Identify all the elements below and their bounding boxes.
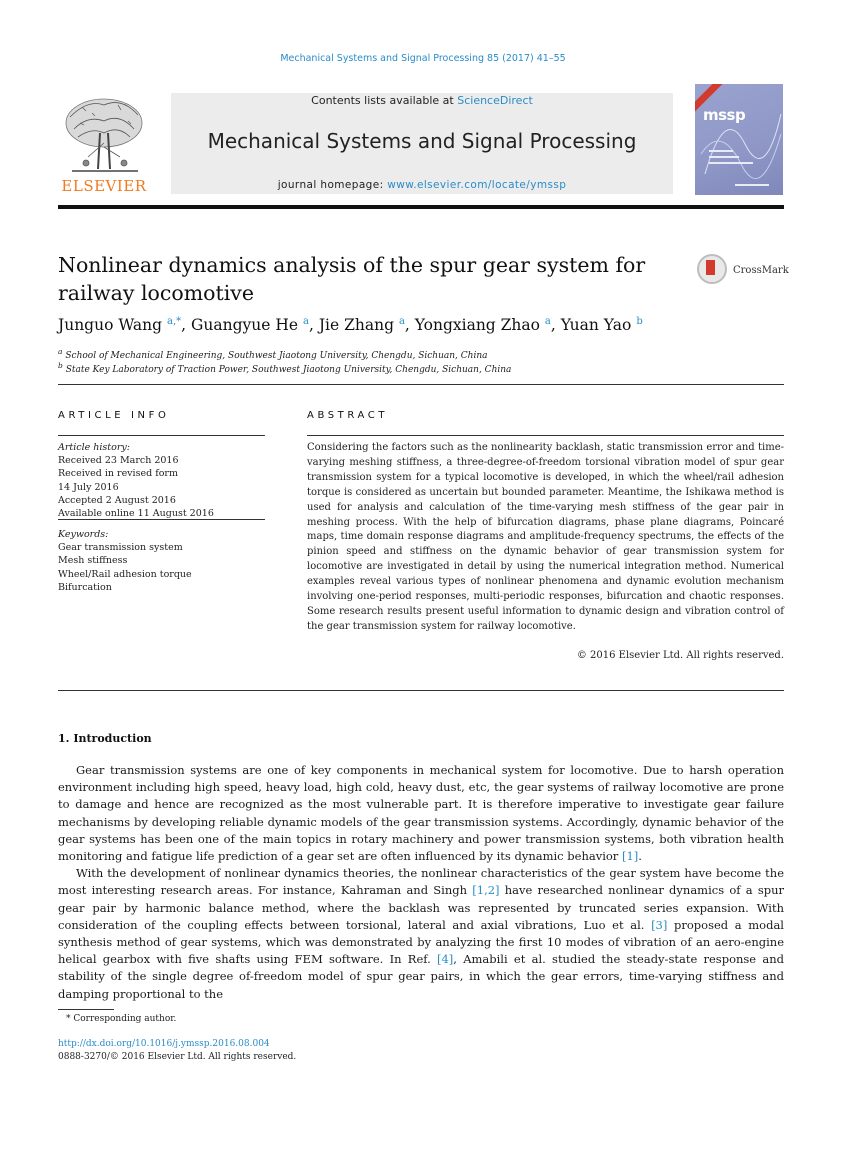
- keyword: Mesh stiffness: [58, 555, 128, 567]
- history-item: Accepted 2 August 2016: [58, 494, 176, 506]
- paragraph: [58, 762, 784, 865]
- cover-title: mssp: [703, 106, 746, 124]
- affiliation-sup: a: [58, 347, 63, 356]
- affiliation-text: State Key Laboratory of Traction Power, Southwest Jiaotong University, Chengdu, Sichuan, China: [65, 365, 512, 375]
- affiliation-text: School of Mechanical Engineering, Southwest Jiaotong University, Chengdu, Sichuan, China: [65, 351, 488, 361]
- author-name[interactable]: Yongxiang Zhao: [414, 316, 540, 335]
- paragraph-text: .: [638, 849, 642, 864]
- paragraph-text: , Amabili et al. studied the steady-state response and stability of the single degree of-freedom model of spur gear pairs, in which the gear errors, time-varying stiffness and damping proportional to the: [58, 952, 784, 1001]
- contents-prefix: Contents lists available at: [311, 94, 458, 107]
- contents-line: [171, 94, 673, 107]
- author-name[interactable]: Yuan Yao: [560, 316, 632, 335]
- journal-banner: [171, 93, 673, 194]
- paragraph-text: Gear transmission systems are one of key components in mechanical system for locomotive. Due to harsh operation environment including high speed, heavy load, high cold, heavy dust, etc, the gear systems of railway locomotive are prone to damage and hence are recognized as the most vulnerable part. It is therefore imperative to investigate gear failure mechanisms by developing reliable dynamic models of the gear transmission systems. Accordingly, dynamic behavior of the gear systems has been one of the main topics in rotary machinery and power transmission systems, both vibration health monitoring and fatigue life prediction of a gear set are often influenced by its dynamic behavior: [58, 763, 784, 864]
- keyword: Bifurcation: [58, 581, 112, 593]
- issn-line: 0888-3270/© 2016 Elsevier Ltd. All rights reserved.: [58, 1052, 297, 1062]
- article-info-heading: ARTICLE INFO: [58, 410, 170, 421]
- info-rule: [58, 435, 265, 436]
- affiliation-b: [58, 361, 511, 375]
- section-rule: [58, 384, 784, 385]
- citation-link[interactable]: [4]: [437, 952, 454, 967]
- article-history: [58, 441, 268, 520]
- author-affil-sup[interactable]: b: [636, 316, 643, 327]
- footnote-rule: [58, 1009, 114, 1010]
- crossmark-bookmark-icon: [706, 260, 715, 275]
- homepage-prefix: journal homepage:: [277, 179, 388, 191]
- crossmark-label: CrossMark: [733, 265, 789, 276]
- doi-link[interactable]: http://dx.doi.org/10.1016/j.ymssp.2016.08.004: [58, 1039, 270, 1049]
- cover-wave-graphic: [695, 84, 783, 195]
- history-item: Received in revised form: [58, 468, 178, 480]
- keywords: [58, 528, 268, 594]
- author-affil-sup[interactable]: a: [544, 316, 551, 327]
- history-item: 14 July 2016: [58, 481, 119, 493]
- paragraph-text: With the development of nonlinear dynamics theories, the nonlinear characteristics of the gear system have become the most interesting research areas. For instance, Kahraman and Singh: [58, 866, 784, 898]
- homepage-line: [171, 179, 673, 191]
- cover-text-line: [735, 184, 769, 186]
- author-name[interactable]: Junguo Wang: [58, 316, 163, 335]
- history-label: Article history:: [58, 442, 130, 453]
- cover-text-line: [709, 162, 753, 164]
- crossmark-badge[interactable]: [697, 254, 787, 288]
- paragraph-text: proposed a modal synthesis method of gear systems, which was demonstrated by analyzing the first 10 modes of vibration of an aero-engine helical gearbox with five shafts using FEM software. In Ref.: [58, 917, 784, 967]
- elsevier-wordmark: ELSEVIER: [61, 177, 147, 195]
- history-item: Received 23 March 2016: [58, 455, 179, 467]
- abstract-rule: [307, 435, 784, 436]
- paragraph-text: have researched nonlinear dynamics of a spur gear pair by harmonic balance method, where the backlash was represented by truncated series expansion. With consideration of the coupling effects between torsional, lateral and axial vibrations, Luo et al.: [58, 883, 784, 932]
- author-name[interactable]: Guangyue He: [191, 316, 299, 335]
- abstract-heading: ABSTRACT: [307, 410, 389, 421]
- cover-text-line: [709, 150, 733, 152]
- info-rule: [58, 519, 265, 520]
- author-affil-sup[interactable]: a: [303, 316, 309, 327]
- author-affil-sup[interactable]: a: [398, 316, 405, 327]
- body-text: [58, 762, 784, 1003]
- keyword: Wheel/Rail adhesion torque: [58, 568, 192, 580]
- history-item: Available online 11 August 2016: [58, 508, 214, 520]
- journal-homepage-link[interactable]: www.elsevier.com/locate/ymssp: [387, 179, 567, 191]
- abstract-text: Considering the factors such as the nonlinearity backlash, static transmission error and time-varying meshing stiffness, a three-degree-of-freedom torsional vibration model of spur gear transmission system for a typical locomotive is developed, in which the wheel/rail adhesion torque is considered as uncertain but bounded parameter. Meantime, the Ishikawa method is used for analysis and calculation of the time-varying mesh stiffness of the gear pair in meshing process. With the help of bifurcation diagrams, phase plane diagrams, Poincaré maps, time domain response diagrams and amplitude-frequency spectrums, the effects of the pinion speed and stiffness on the dynamic behavior of gear transmission system for locomotive are investigated in detail by using the numerical integration method. Numerical examples reveal various types of nonlinear phenomena and dynamic evolution mechanism involving one-period responses, multi-periodic responses, bifurcation and chaotic responses. Some research results present useful information to dynamic design and vibration control of the gear transmission system for railway locomotive.: [307, 442, 784, 632]
- affiliation-a: [58, 347, 488, 361]
- journal-cover-thumbnail[interactable]: [695, 84, 783, 195]
- sciencedirect-link[interactable]: ScienceDirect: [457, 94, 533, 107]
- citation-link[interactable]: [1,2]: [472, 883, 500, 898]
- keyword: Gear transmission system: [58, 542, 183, 554]
- author-affil-sup[interactable]: a,*: [167, 316, 182, 327]
- cover-text-line: [709, 156, 739, 158]
- paragraph: [58, 865, 784, 1003]
- affiliation-sup: b: [58, 361, 63, 370]
- header-rule: [58, 205, 784, 209]
- author-list: Junguo Wang $^{a,*}$, Guangyue He $^a$, Jie Zhang $^a$, Yongxiang Zhao $^a$, Yuan Yao $^b$: [58, 316, 643, 335]
- tree-icon: [58, 93, 150, 177]
- elsevier-logo[interactable]: [58, 93, 150, 195]
- corresponding-author-note: * Corresponding author.: [66, 1014, 177, 1024]
- section-heading: 1. Introduction: [58, 732, 152, 745]
- keywords-label: Keywords:: [58, 529, 109, 540]
- copyright-notice: © 2016 Elsevier Ltd. All rights reserved.: [576, 650, 784, 661]
- journal-title: Mechanical Systems and Signal Processing: [207, 129, 637, 153]
- author-name[interactable]: Jie Zhang: [318, 316, 394, 335]
- section-rule: [58, 690, 784, 691]
- article-title: Nonlinear dynamics analysis of the spur gear system for railway locomotive: [58, 253, 646, 305]
- journal-reference[interactable]: Mechanical Systems and Signal Processing 85 (2017) 41–55: [280, 53, 566, 64]
- citation-link[interactable]: [1]: [621, 849, 639, 864]
- citation-link[interactable]: [3]: [651, 917, 668, 932]
